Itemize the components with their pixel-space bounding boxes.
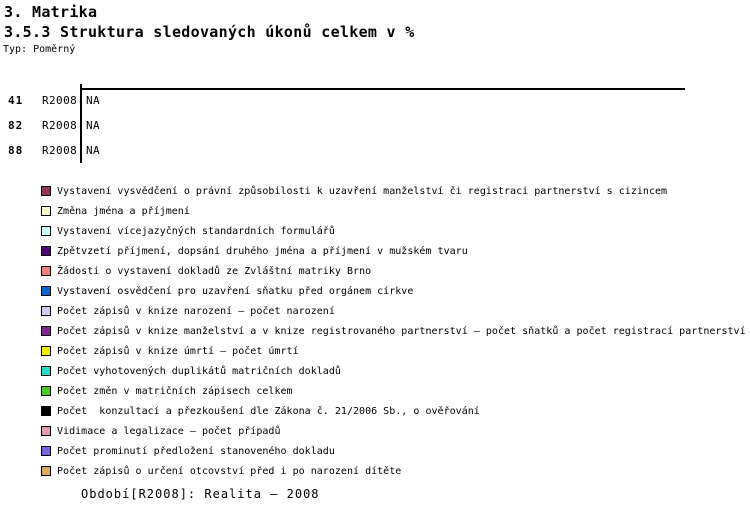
period-caption: Období[R2008]: Realita – 2008 — [81, 487, 320, 501]
legend-swatch — [41, 326, 51, 336]
legend-item — [41, 206, 746, 226]
legend-swatch — [41, 366, 51, 376]
legend-label: Počet zápisů v knize manželství a v knize registrovaného partnerství – počet sňatků a počet registrací partnerství — [57, 326, 746, 337]
legend-swatch — [41, 346, 51, 356]
page-title: 3. Matrika — [4, 3, 98, 21]
legend-item — [41, 406, 746, 426]
legend-swatch — [41, 286, 51, 296]
legend-item — [41, 246, 746, 266]
legend-swatch — [41, 266, 51, 276]
row-value: NA — [86, 144, 101, 157]
row-value: NA — [86, 119, 101, 132]
legend-item — [41, 466, 746, 486]
row-series: R2008 — [42, 144, 78, 157]
chart-subtitle: 3.5.3 Struktura sledovaných úkonů celkem v % — [4, 23, 415, 41]
legend-item — [41, 386, 746, 406]
legend-label: Vystavení vícejazyčných standardních formulářů — [57, 226, 335, 237]
legend-label: Počet vyhotovených duplikátů matričních dokladů — [57, 366, 341, 377]
legend-label: Počet zápisů v knize úmrtí – počet úmrtí — [57, 346, 299, 357]
legend-swatch — [41, 426, 51, 436]
legend-label: Počet změn v matričních zápisech celkem — [57, 386, 293, 397]
chart-legend — [41, 186, 746, 486]
legend-swatch — [41, 246, 51, 256]
chart-row — [0, 94, 750, 108]
legend-item — [41, 346, 746, 366]
legend-swatch — [41, 406, 51, 416]
row-value: NA — [86, 94, 101, 107]
row-series: R2008 — [42, 94, 78, 107]
legend-swatch — [41, 226, 51, 236]
legend-swatch — [41, 386, 51, 396]
legend-swatch — [41, 446, 51, 456]
type-label: Typ: Poměrný — [3, 44, 76, 55]
chart-row — [0, 144, 750, 158]
legend-item — [41, 186, 746, 206]
chart-row — [0, 119, 750, 133]
legend-item — [41, 266, 746, 286]
legend-swatch — [41, 206, 51, 216]
legend-item — [41, 306, 746, 326]
row-code: 41 — [8, 94, 24, 107]
legend-label: Počet zápisů v knize narození – počet narození — [57, 306, 335, 317]
legend-label: Počet prominutí předložení stanoveného dokladu — [57, 446, 335, 457]
legend-item — [41, 446, 746, 466]
legend-item — [41, 426, 746, 446]
legend-item — [41, 366, 746, 386]
legend-label: Zpětvzetí příjmení, dopsání druhého jména a příjmení v mužském tvaru — [57, 246, 468, 257]
row-code: 88 — [8, 144, 24, 157]
legend-label: Změna jména a příjmení — [57, 206, 190, 217]
legend-label: Vystavení osvědčení pro uzavření sňatku před orgánem církve — [57, 286, 414, 297]
legend-item — [41, 326, 746, 346]
legend-item — [41, 226, 746, 246]
legend-item — [41, 286, 746, 306]
legend-swatch — [41, 186, 51, 196]
legend-label: Počet zápisů o určení otcovství před i po narození dítěte — [57, 466, 402, 477]
x-axis-line — [80, 88, 685, 90]
legend-label: Vidimace a legalizace – počet případů — [57, 426, 281, 437]
legend-label: Vystavení vysvědčení o právní způsobilosti k uzavření manželství či registraci partnerství s cizincem — [57, 186, 668, 197]
legend-label: Žádosti o vystavení dokladů ze Zvláštní matriky Brno — [57, 266, 372, 277]
legend-label: Počet konzultací a přezkoušení dle Zákona č. 21/2006 Sb., o ověřování — [57, 406, 480, 417]
legend-swatch — [41, 466, 51, 476]
row-code: 82 — [8, 119, 24, 132]
legend-swatch — [41, 306, 51, 316]
row-series: R2008 — [42, 119, 78, 132]
